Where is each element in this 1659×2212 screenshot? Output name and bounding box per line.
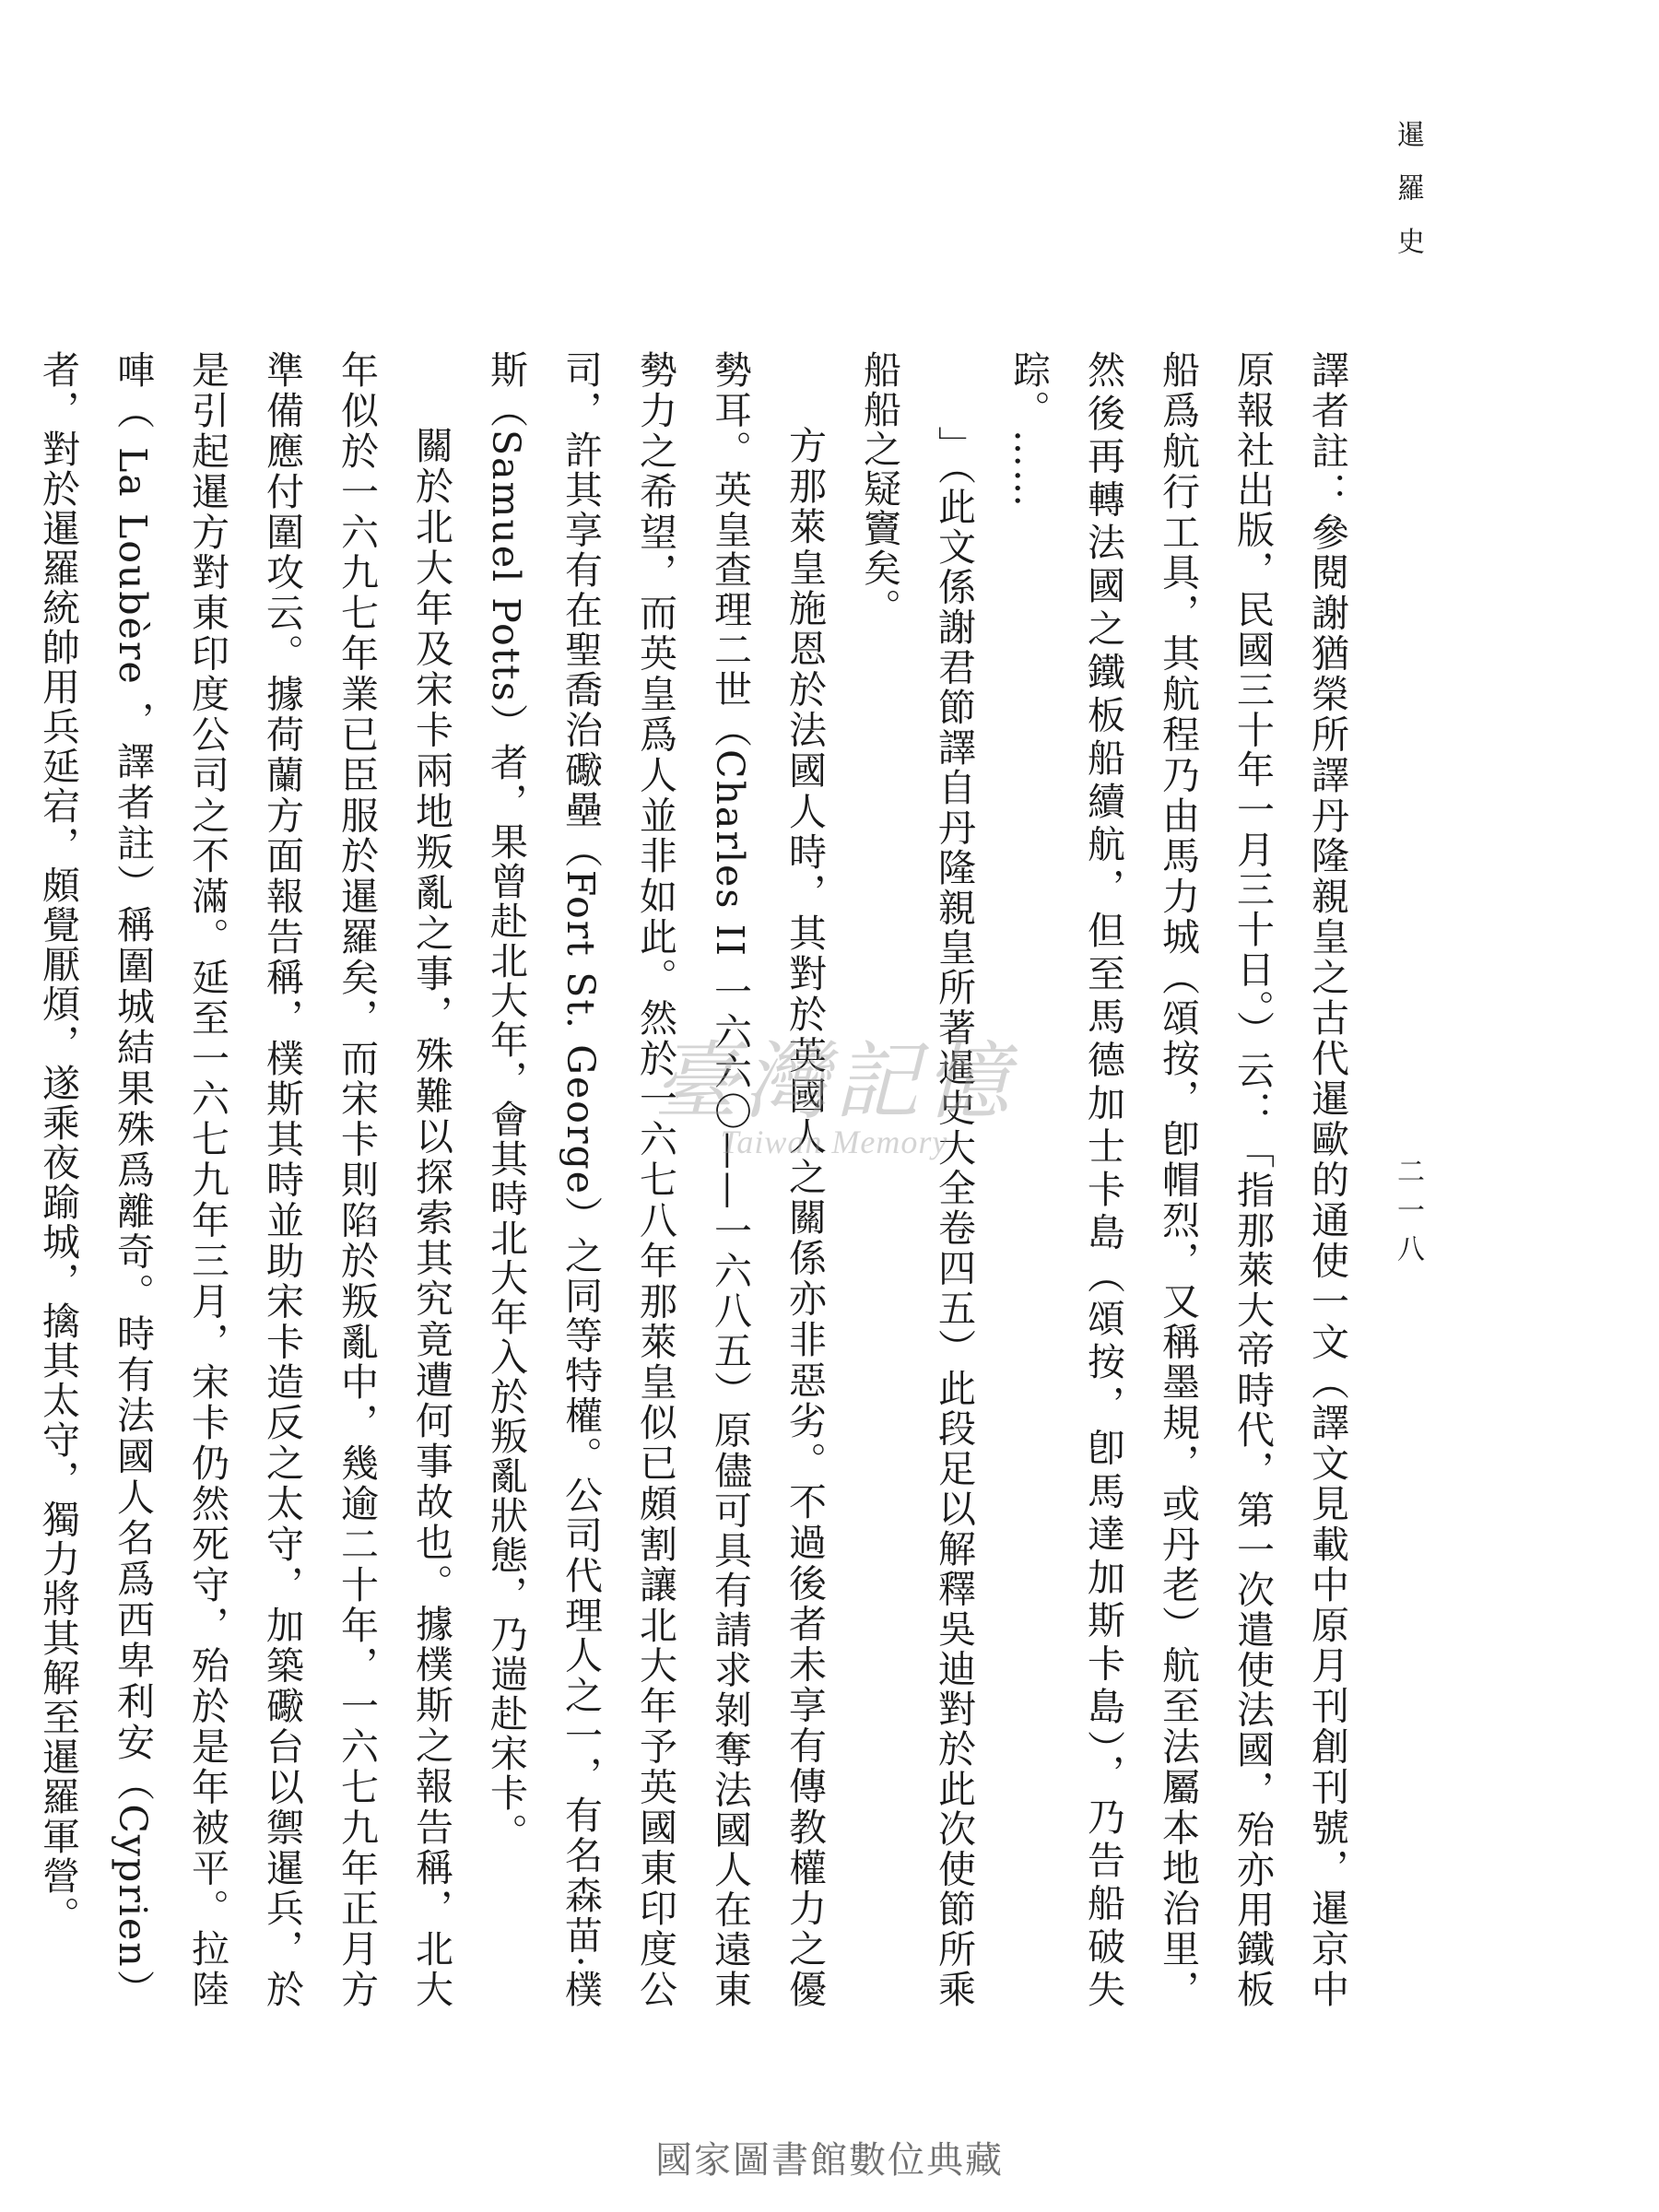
translator-note-continuation: 」（此文係謝君節譯自丹隆親皇所著暹史大全卷四五）此段足以解釋吳迪對於此次使節所乘船船之疑竇矣。: [857, 350, 976, 2009]
paragraph-pattani-songkhla: 關於北大年及宋卡兩地叛亂之事，殊難以探索其究竟遭何事故也。據樸斯之報告稱，北大年似於一六九七年業已臣服於暹羅矣，而宋卡則陷於叛亂中，幾逾二十年，一六七九年正月方準備應付圍攻云。據荷蘭方面報告稱，樸斯其時並助宋卡造反之太守，加築礮台以禦暹兵，於是引起暹方對東印度公司之不滿。延至一六七九年三月，宋卡仍然死守，殆於是年被平。拉陸唓（ La Loubère ，譯者註）稱圍城結果殊爲離奇。時有法國人名爲西卑利安（Cyprien）者，對於暹羅統帥用兵延宕，頗覺厭煩，遂乘夜踰城，擒其太守，獨力將其解至暹羅軍營。: [36, 350, 453, 2009]
library-footer: 國家圖書館數位典藏: [655, 2139, 1004, 2182]
page-number: 二一八: [1392, 1157, 1424, 1273]
translator-note: 譯者註：參閱謝猶榮所譯丹隆親皇之古代暹歐的通使一文（譯文見載中原月刊創刊號，暹京中原報社出版，民國三十年一月三十日。）云：「指那萊大帝時代，第一次遣使法國，殆亦用鐵板船爲航行工具，其航程乃由馬力城（頌按，卽帽烈，又稱墨規，或丹老）航至法屬本地治里，然後再轉法國之鐵板船續航，但至馬德加士卡島（頌按，卽馬達加斯卡島），乃告船破失踪。……: [1006, 350, 1349, 2009]
watermark-english-text: Taiwan Memory: [720, 1124, 948, 1160]
watermark-chinese-text: 臺灣記憶: [653, 1032, 1016, 1131]
running-title: 暹羅史: [1392, 120, 1424, 280]
paragraph-charles-ii: 方那萊皇施恩於法國人時，其對於英國人之關係亦非惡劣。不過後者未享有傳教權力之優勢耳。英皇查理二世（Charles II 一六六〇——一六八五）原儘可具有請求剝奪法國人在遠東勢力之希望，而英皇爲人並非如此。然於一六七八年那萊皇似已頗割讓北大年予英國東印度公司，許其享有在聖喬治礮壘（Fort St. George）之同等特權。公司代理人之一，有名森苗·樸斯（Samuel Potts）者，果曾赴北大年，會其時北大年入於叛亂狀態，乃遄赴宋卡。: [484, 350, 827, 2009]
vertical-text-body: [36, 350, 1364, 2009]
